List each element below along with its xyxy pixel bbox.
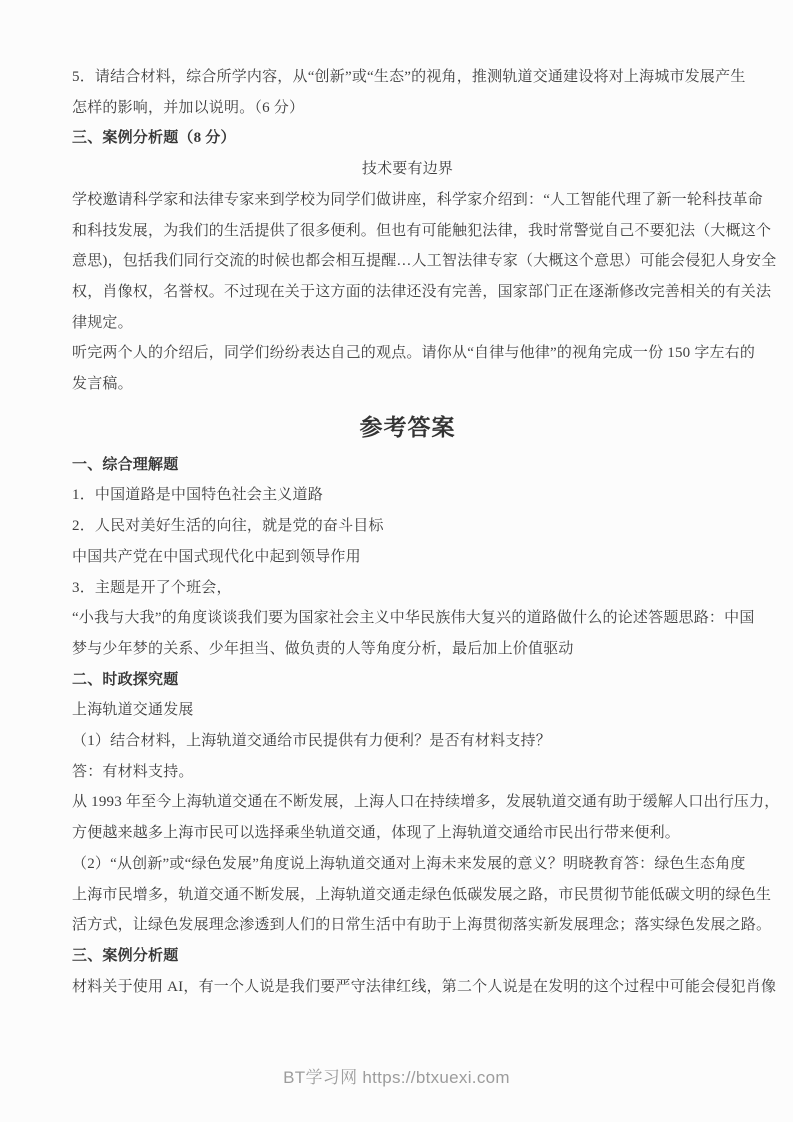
case-study-title: 技术要有边界	[361, 161, 454, 178]
answers-section-1-line-3: 中国共产党在中国式现代化中起到领导作用	[72, 548, 361, 565]
answers-section-2-line-5: 方便越来越多上海市民可以选择乘坐轨道交通，体现了上海轨道交通给市民出行带来便利。	[72, 825, 681, 842]
exam-section-3-heading: 三、案例分析题（8 分）	[72, 130, 236, 147]
reference-answers-title: 参考答案	[359, 414, 456, 440]
question-5-line-2: 怎样的影响，并加以说明。（6 分）	[72, 99, 305, 116]
answers-section-2-line-1: 上海轨道交通发展	[72, 702, 194, 719]
case-paragraph-line-7: 发言稿。	[72, 376, 133, 393]
answers-section-2-line-4: 从 1993 年至今上海轨道交通在不断发展，上海人口在持续增多，发展轨道交通有助于缓解人口出行压力，	[72, 794, 780, 811]
footer-watermark: BT学习网 https://btxuexi.com	[283, 1068, 510, 1087]
case-paragraph-line-3: 意思)，包括我们同行交流的时候也都会相互提醒…人工智法律专家（大概这个意思）可能会侵犯人身安全	[72, 253, 777, 270]
answers-section-1-line-2: 2．人民对美好生活的向往，就是党的奋斗目标	[72, 518, 384, 535]
answers-section-1-heading: 一、综合理解题	[72, 456, 179, 473]
question-5-line-1: 5．请结合材料，综合所学内容，从“创新”或“生态”的视角，推测轨道交通建设将对上海城市发展产生	[72, 69, 746, 85]
answers-section-2-line-6: （2）“从创新”或“绿色发展”角度说上海轨道交通对上海未来发展的意义？明晓教育答：绿色生态角度	[72, 855, 746, 872]
answers-section-1-line-5: “小我与大我”的角度谈谈我们要为国家社会主义中华民族伟大复兴的道路做什么的论述答题思路：中国	[72, 610, 755, 627]
answers-section-1-line-6: 梦与少年梦的关系、少年担当、做负责的人等角度分析，最后加上价值驱动	[72, 640, 574, 657]
case-paragraph-line-2: 和科技发展，为我们的生活提供了很多便利。但也有可能触犯法律，我时常警觉自己不要犯法（大概这个	[72, 222, 772, 239]
answers-section-2-heading: 二、时政探究题	[72, 671, 179, 688]
answers-section-3-line-1: 材料关于使用 AI，有一个人说是我们要严守法律红线，第二个人说是在发明的这个过程中可能会侵犯肖像	[72, 978, 777, 995]
answers-section-2-line-7: 上海市民增多，轨道交通不断发展，上海轨道交通走绿色低碳发展之路，市民贯彻节能低碳文明的绿色生	[72, 886, 772, 903]
answers-section-1-line-1: 1．中国道路是中国特色社会主义道路	[72, 487, 323, 504]
answers-section-2-line-8: 活方式，让绿色发展理念渗透到人们的日常生活中有助于上海贯彻落实新发展理念；落实绿色发展之路。	[72, 917, 772, 934]
case-paragraph-line-5: 律规定。	[72, 314, 133, 331]
answers-section-1-line-4: 3．主题是开了个班会，	[72, 579, 232, 596]
answers-section-3-heading: 三、案例分析题	[72, 947, 179, 964]
answers-section-2-line-2: （1）结合材料，上海轨道交通给市民提供有力便利？是否有材料支持？	[72, 733, 551, 750]
case-paragraph-line-4: 权，肖像权，名誉权。不过现在关于这方面的法律还没有完善，国家部门正在逐渐修改完善相关的有关法	[72, 283, 772, 300]
case-paragraph-line-6: 听完两个人的介绍后，同学们纷纷表达自己的观点。请你从“自律与他律”的视角完成一份 150 字左右的	[72, 345, 756, 362]
case-paragraph-line-1: 学校邀请科学家和法律专家来到学校为同学们做讲座，科学家介绍到：“人工智能代理了新一轮科技革命	[72, 191, 763, 208]
answers-section-2-line-3: 答：有材料支持。	[72, 763, 194, 780]
